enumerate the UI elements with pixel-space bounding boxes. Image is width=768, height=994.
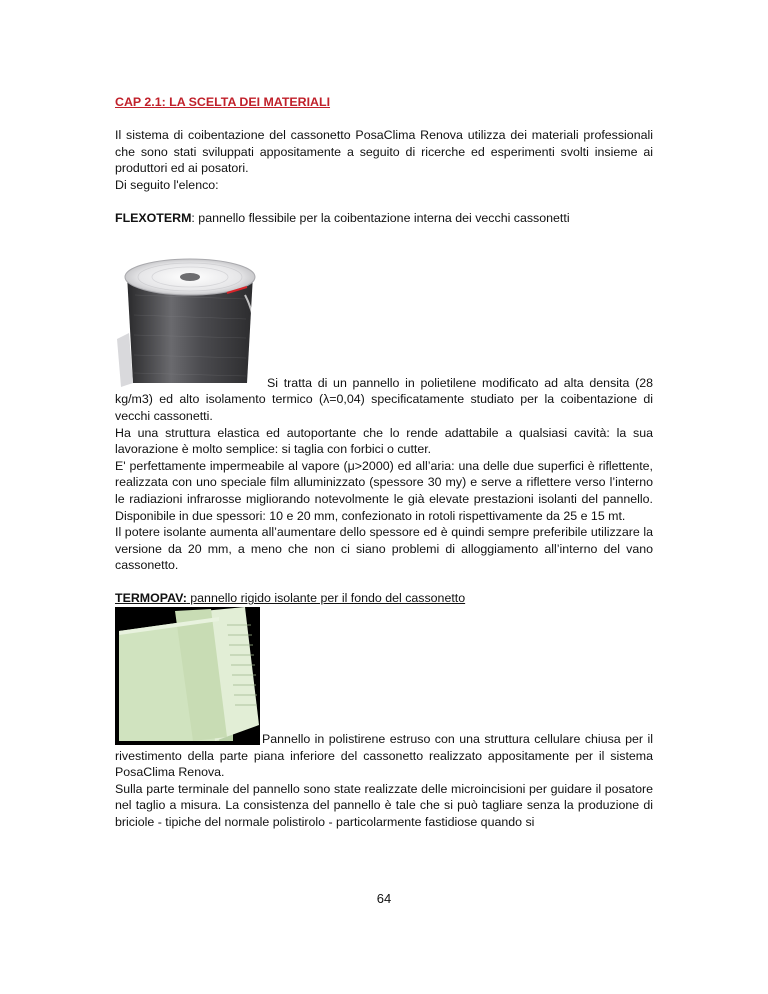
intro-list-line: Di seguito l'elenco:: [115, 177, 219, 192]
flexoterm-desc: : pannello flessibile per la coibentazione interna dei vecchi cassonetti: [191, 211, 570, 226]
termopav-block: [115, 607, 653, 831]
intro-paragraph: Il sistema di coibentazione del cassonetto PosaClima Renova utilizza dei materiali professionali che sono stati sviluppati appositamente a seguito di ricerche ed esperimenti svolti insieme ai produttori ed ai posatori.: [115, 128, 653, 176]
flexoterm-paragraph-3: E' perfettamente impermeabile al vapore (μ>2000) ed all’aria: una delle due superfici è riflettente, realizzata con uno speciale film alluminizzato (spessore 30 my) e serve a riflettere verso l’interno le radiazioni infrarosse migliorando notevolmente le già elevate prestazioni isolanti del pannello. Disponibile in due spessori: 10 e 20 mm, confezionato in rotoli rispettivamente da 25 e 15 mt.: [115, 458, 653, 523]
flexoterm-paragraph-1: Si tratta di un pannello in polietilene modificato ad alta densita (28 kg/m3) ed alto isolamento termico (λ=0,04) specificatamente studiato per la coibentazione di vecchi cassonetti.: [115, 375, 653, 423]
page-number: 64: [376, 891, 392, 906]
foam-roll-image: [115, 255, 265, 390]
flexoterm-paragraph-2: Ha una struttura elastica ed autoportante che lo rende adattabile a qualsiasi cavità: la sua lavorazione è molto semplice: si taglia con forbici o cutter.: [115, 425, 653, 457]
flexoterm-name: FLEXOTERM: [115, 211, 192, 226]
termopav-paragraph-1: Pannello in polistirene estruso con una struttura cellulare chiusa per il rivestimento della parte piana inferiore del cassonetto realizzato appositamente per il sistema PosaClima Renova.: [115, 732, 653, 780]
termopav-paragraph-2: Sulla parte terminale del pannello sono state realizzate delle microincisioni per guidare il posatore nel taglio a misura. La consistenza del pannello è tale che si può tagliare senza la produzione di briciole - tipiche del normale polistirolo - particolarmente fastidiose quando si: [115, 781, 653, 830]
flexoterm-block: [115, 255, 653, 574]
termopav-title-line: [115, 590, 653, 607]
flexoterm-title-line: [115, 210, 653, 227]
polystyrene-boards-image: [115, 607, 260, 745]
termopav-desc: pannello rigido isolante per il fondo del cassonetto: [186, 591, 466, 606]
section-heading: CAP 2.1: LA SCELTA DEI MATERIALI: [115, 95, 331, 109]
termopav-name: TERMOPAV:: [115, 591, 187, 606]
page-content: [115, 94, 653, 831]
flexoterm-paragraph-4: Il potere isolante aumenta all’aumentare dello spessore ed è quindi sempre preferibile utilizzare la versione da 20 mm, a meno che non ci siano problemi di alloggiamento all’interno del vano cassonetto.: [115, 525, 653, 573]
